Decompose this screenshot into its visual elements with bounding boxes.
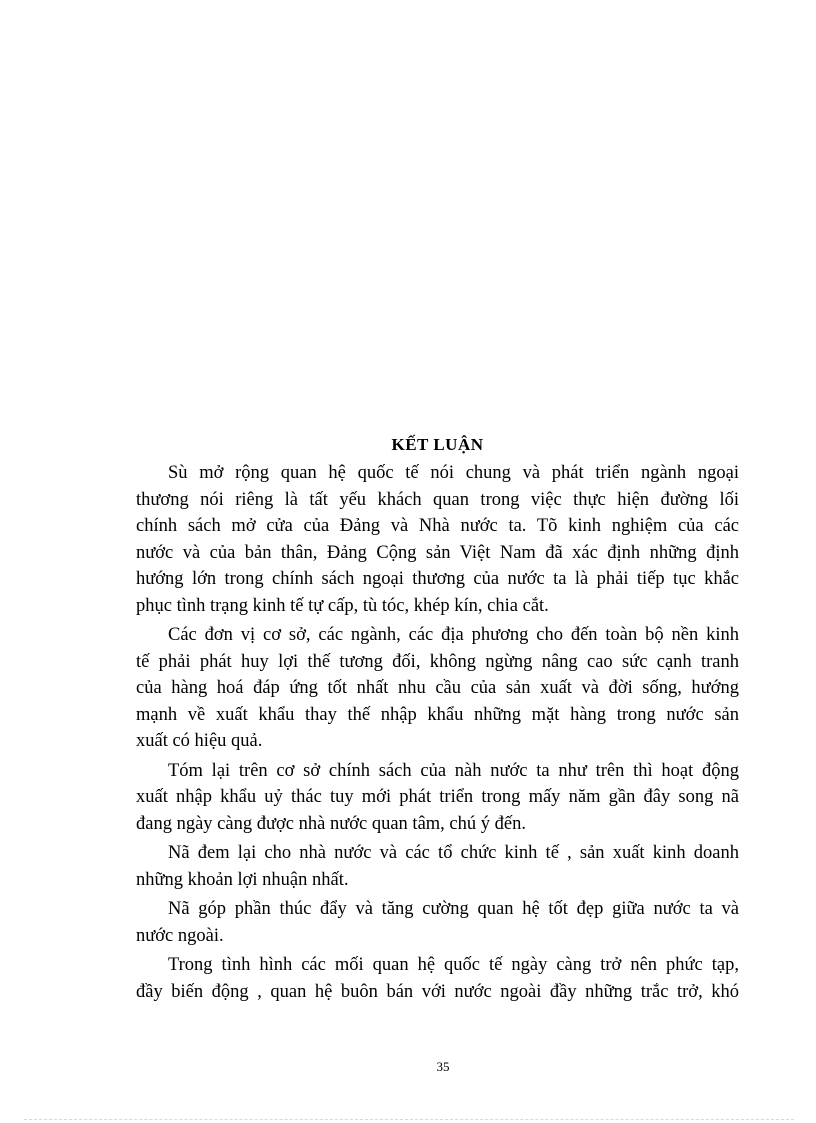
paragraph xyxy=(136,758,739,838)
paragraph-line: của hàng hoá đáp ứng tốt nhất nhu cầu của sản xuất và đời sống, hướng xyxy=(136,678,739,698)
paragraph-line: tế phải phát huy lợi thế tương đối, không ngừng nâng cao sức cạnh tranh xyxy=(136,651,739,672)
paragraph-line: Nã đem lại cho nhà nước và các tổ chức kinh tế , sản xuất kinh doanh xyxy=(168,843,739,863)
paragraph xyxy=(136,460,739,619)
page-bottom-divider xyxy=(24,1119,794,1120)
paragraph-line: hướng lớn trong chính sách ngoại thương của nước ta là phải tiếp tục khắc xyxy=(136,569,739,589)
paragraph-line: chính sách mở cửa của Đảng và Nhà nước ta. Tõ kinh nghiệm của các xyxy=(136,516,739,536)
paragraph-line: những khoản lợi nhuận nhất. xyxy=(136,869,349,890)
paragraph-line: xuất có hiệu quả. xyxy=(136,731,263,751)
paragraph-line: xuất nhập khẩu uỷ thác tuy mới phát triển trong mấy năm gần đây song nã xyxy=(136,787,739,807)
paragraph xyxy=(136,952,739,1005)
paragraph-line: đang ngày càng được nhà nước quan tâm, chú ý đến. xyxy=(136,813,526,834)
paragraph-line: Trong tình hình các mối quan hệ quốc tế ngày càng trở nên phức tạp, xyxy=(168,955,739,975)
document-body xyxy=(136,432,739,1008)
paragraph-line: Tóm lại trên cơ sở chính sách của nàh nước ta như trên thì hoạt động xyxy=(168,760,739,781)
paragraph xyxy=(136,896,739,949)
paragraph-line: nước và của bản thân, Đảng Cộng sản Việt Nam đã xác định những định xyxy=(136,542,739,563)
paragraph-line: nước ngoài. xyxy=(136,925,224,946)
paragraph-line: thương nói riêng là tất yếu khách quan trong việc thực hiện đường lối xyxy=(136,489,739,510)
paragraph xyxy=(136,622,739,755)
section-heading: KẾT LUẬN xyxy=(391,435,484,454)
paragraph-line: đầy biến động , quan hệ buôn bán với nước ngoài đầy những trắc trở, khó xyxy=(136,981,739,1002)
paragraph-line: Nã góp phần thúc đẩy và tăng cường quan hệ tốt đẹp giữa nước ta và xyxy=(168,899,739,919)
paragraph-line: phục tình trạng kinh tế tự cấp, tù tóc, khép kín, chia cắt. xyxy=(136,595,549,616)
paragraph-list xyxy=(136,460,739,1005)
paragraph xyxy=(136,840,739,893)
paragraph-line: mạnh về xuất khẩu thay thế nhập khẩu những mặt hàng trong nước sản xyxy=(136,704,739,725)
page-number: 35 xyxy=(436,1059,450,1074)
paragraph-line: Sù mở rộng quan hệ quốc tế nói chung và phát triển ngành ngoại xyxy=(168,463,739,483)
paragraph-line: Các đơn vị cơ sở, các ngành, các địa phương cho đến toàn bộ nền kinh xyxy=(168,625,739,645)
